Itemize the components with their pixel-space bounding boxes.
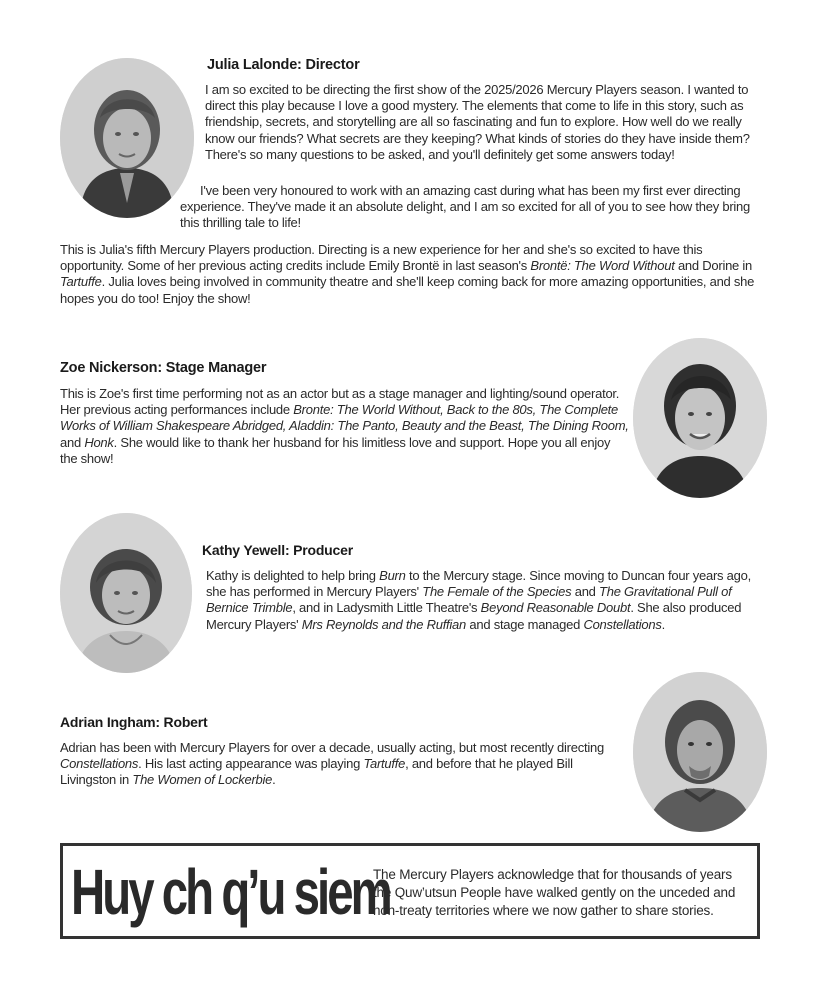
bio-text: and bbox=[571, 584, 600, 600]
bio-text: . bbox=[661, 616, 665, 632]
bio-text: . She would like to thank her husband for his limitless love and support. Hope you all enjoy the show! bbox=[60, 434, 611, 466]
julia-photo bbox=[60, 58, 194, 218]
kathy-photo bbox=[60, 513, 192, 673]
bio-text: and bbox=[60, 434, 85, 450]
portrait-zoe-icon bbox=[633, 338, 767, 498]
italic-title: Burn bbox=[379, 568, 406, 583]
bio-text: . bbox=[272, 772, 276, 788]
bio-text: This is Julia's fifth Mercury Players production. Directing is a new experience for her and she's so excited to have this opportunity. Some of her previous acting credits include Emily Brontë in last season's bbox=[60, 242, 703, 274]
italic-title: Bronte: The World Without, Back to the 80s, The Complete Works of William Shakespeare Abridged, Aladdin: The Panto, Beauty and the Beast, The Dining Room, bbox=[60, 402, 629, 434]
kathy-bio bbox=[206, 568, 760, 633]
julia-name: Julia Lalonde: Director bbox=[207, 57, 360, 73]
portrait-julia-icon bbox=[60, 58, 194, 218]
zoe-bio bbox=[60, 386, 630, 467]
adrian-name: Adrian Ingham: Robert bbox=[60, 714, 208, 730]
bio-text: . His last acting appearance was playing bbox=[138, 756, 364, 772]
italic-title: Constellations bbox=[583, 616, 662, 632]
bio-text: and stage managed bbox=[466, 616, 584, 632]
bio-text: This is Zoe's first time performing not as an actor but as a stage manager and lighting/sound operator. Her previous acting performances include bbox=[60, 386, 620, 418]
julia-paragraph-1: I am so excited to be directing the first show of the 2025/2026 Mercury Players season. I wanted to direct this play because I love a good mystery. The elements that come to life in this story, such as friendship, secrets, and storytelling are all so fascinating and fun to explore. How well do we really know our friends? What secrets are they keeping? What kinds of stories do they have inside them? There's so many questions to be asked, and you'll definitely get some answers today! bbox=[205, 82, 750, 162]
kathy-name: Kathy Yewell: Producer bbox=[202, 542, 353, 558]
acknowledgement-text: The Mercury Players acknowledge that for thousands of years the Quw’utsun People have walked gently on the unceded and non-treaty territories where we now gather to share stories. bbox=[373, 867, 736, 918]
italic-title: Beyond Reasonable Doubt bbox=[480, 600, 631, 616]
bio-text: and Dorine in bbox=[674, 258, 753, 274]
acknowledgement-heading: Huy ch q’u siem bbox=[71, 856, 390, 928]
bio-text: Kathy is delighted to help bring bbox=[206, 568, 380, 583]
italic-title: Mrs Reynolds and the Ruffian bbox=[301, 616, 467, 632]
bio-text: Adrian has been with Mercury Players for over a decade, usually acting, but most recently directing bbox=[60, 740, 604, 755]
zoe-photo bbox=[633, 338, 767, 498]
julia-paragraph-2: I've been very honoured to work with an amazing cast during what has been my first ever directing experience. They've made it an absolute delight, and I am so excited for all of you to see how they bring this thrilling tale to life! bbox=[180, 183, 751, 231]
bio-text: . She also produced Mercury Players' bbox=[206, 600, 742, 632]
bio-text: . Julia loves being involved in community theatre and she'll keep coming back for more amazing opportunities, and she hopes you do too! Enjoy the show! bbox=[60, 274, 755, 306]
adrian-photo bbox=[633, 672, 767, 832]
portrait-adrian-icon bbox=[633, 672, 767, 832]
italic-title: Honk bbox=[84, 434, 114, 450]
italic-title: The Gravitational Pull of Bernice Trimble bbox=[206, 584, 732, 616]
julia-bio bbox=[60, 242, 760, 307]
italic-title: The Women of Lockerbie bbox=[132, 772, 273, 788]
land-acknowledgement-box bbox=[60, 843, 760, 939]
italic-title: Tartuffe bbox=[363, 756, 406, 772]
adrian-bio bbox=[60, 740, 630, 789]
bio-text: , and in Ladysmith Little Theatre's bbox=[292, 600, 481, 616]
portrait-kathy-icon bbox=[60, 513, 192, 673]
bio-text: to the Mercury stage. Since moving to Duncan four years ago, she has performed in Mercury Players' bbox=[206, 568, 751, 600]
italic-title: Tartuffe bbox=[60, 274, 102, 290]
italic-title: Constellations bbox=[60, 756, 139, 772]
italic-title: The Female of the Species bbox=[422, 584, 572, 600]
bio-text: , and before that he played Bill Livingston in bbox=[60, 756, 573, 788]
italic-title: Brontë: The Word Without bbox=[530, 258, 675, 274]
zoe-name: Zoe Nickerson: Stage Manager bbox=[60, 360, 267, 376]
